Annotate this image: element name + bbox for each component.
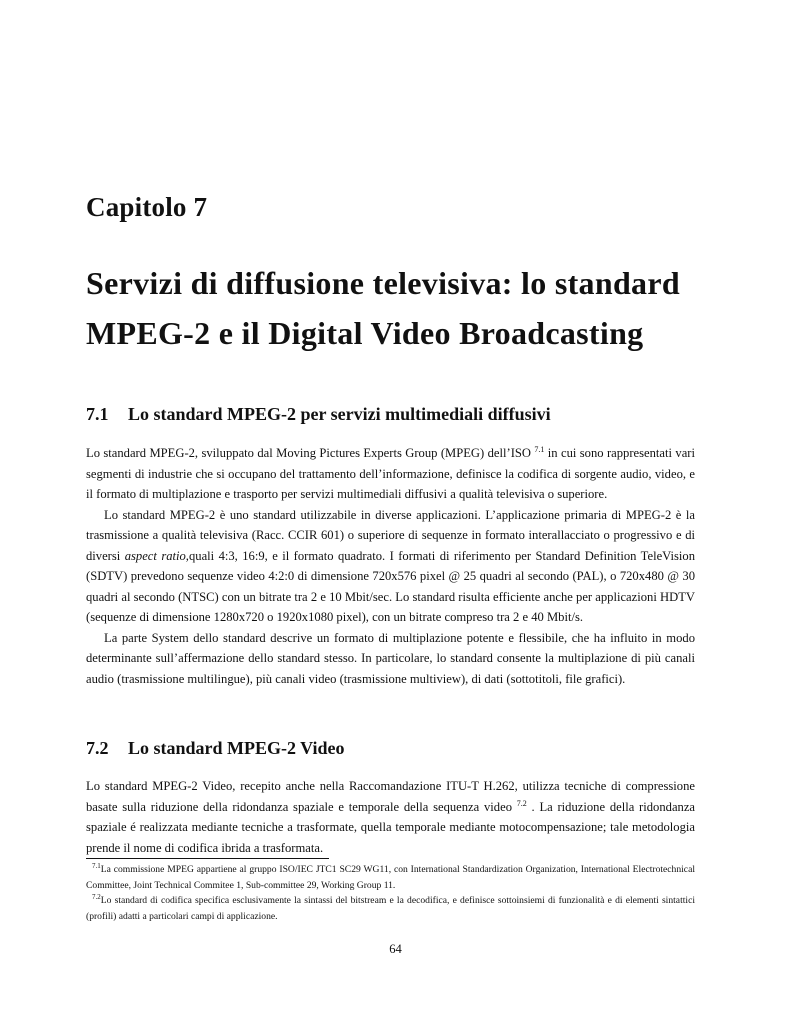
- chapter-label: Capitolo 7: [86, 192, 208, 222]
- paragraph: [86, 443, 695, 505]
- section-7-1-body: [86, 443, 695, 689]
- section-title: Lo standard MPEG-2 Video: [128, 738, 345, 758]
- section-number: 7.2: [86, 738, 109, 758]
- footnote-ref: 7.2: [516, 798, 527, 808]
- page-number: 64: [389, 942, 402, 956]
- paragraph-text: Lo standard MPEG-2 è uno standard utilizzabile in diverse applicazioni. L’applicazione primaria di MPEG-2 è la trasmissione a qualità televisiva (Racc. CCIR 601) o superiore di sequenze in formato interallacciato o progressivo e di diversi: [86, 507, 695, 563]
- footnote-ref: 7.1: [534, 445, 545, 454]
- paragraph-text: . La riduzione della ridondanza spaziale é realizzata mediante tecniche a trasformate, quella temporale mediante motocompensazione; tale metodologia prende il nome di codifica ibrida a trasformata.: [86, 799, 696, 855]
- footnotes: [86, 862, 695, 924]
- paragraph: La parte System dello standard descrive un formato di multiplazione potente e flessibile, che ha influito in modo determinante sull’affermazione dello standard stesso. In particolare, lo standard consente la multiplazione di più canali audio (trasmissione multilingue), più canali video (trasmissione multiview), di dati (sottotitoli, file grafici).: [86, 630, 695, 686]
- paragraph-text: in cui sono rappresentati vari segmenti di industrie che si occupano del trattamento dell’informazione, definisce la codifica di sorgente audio, video, e il formato di multiplazione e trasporto per servizi multimediali diffusivi a qualità televisiva o superiore.: [86, 446, 695, 501]
- paragraph-text: quali 4:3, 16:9, e il formato quadrato. I formati di riferimento per Standard Definition TeleVision (SDTV) prevedono sequenze video 4:2:0 di dimensione 720x576 pixel @ 25 quadri al secondo (PAL), o 720x480 @ 30 quadri al secondo (NTSC) con un bitrate tra 2 e 10 Mbit/sec. Lo standard risulta efficiente anche per applicazioni HDTV (sequenze di dimensione 1280x720 o 1920x1080 pixel), con un bitrate compreso tra 2 e 40 Mbit/s.: [86, 548, 695, 624]
- paragraph-text: Lo standard MPEG-2, sviluppato dal Moving Pictures Experts Group (MPEG) dell’ISO: [86, 446, 535, 460]
- paragraph: [86, 505, 695, 628]
- section-heading-7-2: [86, 738, 345, 759]
- footnote-text: La commissione MPEG appartiene al gruppo ISO/IEC JTC1 SC29 WG11, con International Standardization Organization, International Electrotechnical Committee, Joint Technical Commitee 1, Sub-committee 29, Working Group 11.: [86, 864, 695, 891]
- section-heading-7-1: [86, 404, 551, 425]
- chapter-title: [86, 258, 726, 358]
- section-number: 7.1: [86, 404, 109, 424]
- footnote-mark: 7.1: [92, 862, 101, 870]
- footnote-text: Lo standard di codifica specifica esclusivamente la sintassi del bitstream e la decodifica, e definisce sottoinsiemi di funzionalità e di elementi sintattici (profili) adatti a particolari campi di applicazione.: [86, 895, 695, 922]
- section-7-2-body: [86, 776, 695, 858]
- chapter-title-line2: MPEG-2 e il Digital Video Broadcasting: [86, 315, 644, 351]
- footnote-mark: 7.2: [92, 893, 101, 901]
- footnote: [86, 862, 695, 893]
- footnote: [86, 893, 695, 924]
- section-title: Lo standard MPEG-2 per servizi multimediali diffusivi: [128, 404, 551, 424]
- paragraph: [86, 776, 695, 858]
- footnote-rule: [86, 858, 329, 859]
- chapter-title-line1: Servizi di diffusione televisiva: lo standard: [86, 265, 680, 301]
- paragraph-text: Lo standard MPEG-2 Video, recepito anche nella Raccomandazione ITU-T H.262, utilizza tecniche di compressione basate sulla riduzione della ridondanza spaziale e temporale della sequenza video: [86, 779, 695, 814]
- emphasis-text: aspect ratio,: [124, 548, 189, 563]
